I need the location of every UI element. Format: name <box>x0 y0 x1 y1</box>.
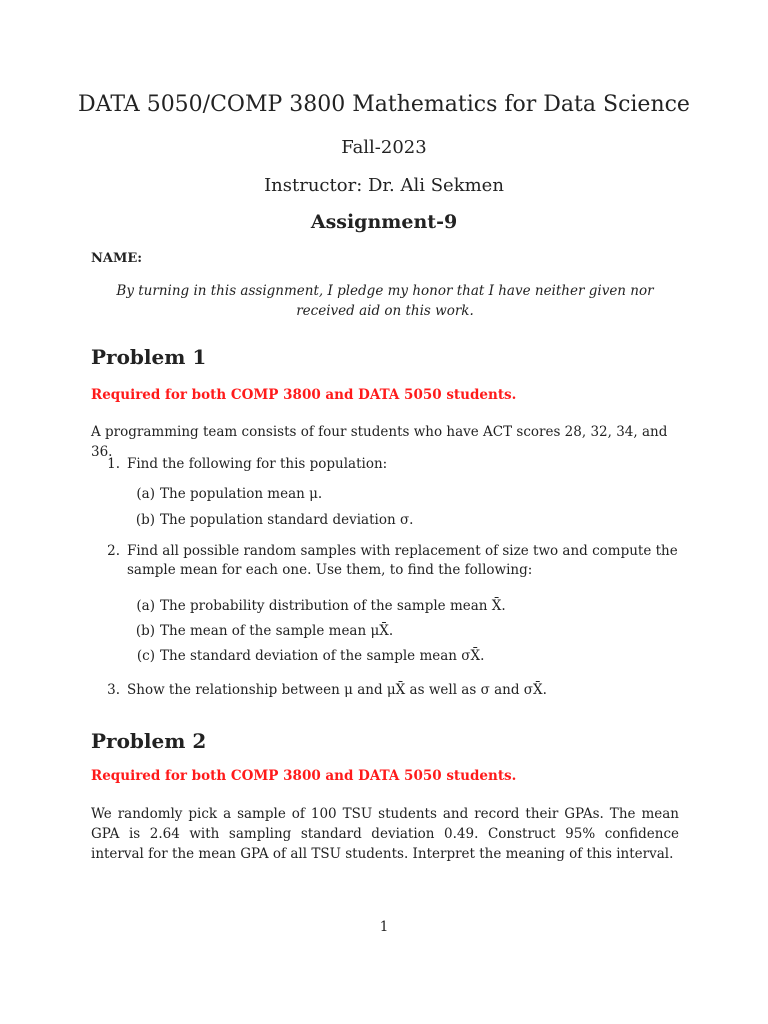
subitem-text: The mean of the sample mean μX̄. <box>160 623 394 639</box>
item-number: 1. <box>107 456 120 472</box>
problem-1-requirement: Required for both COMP 3800 and DATA 5050 students. <box>91 387 517 403</box>
honor-pledge: By turning in this assignment, I pledge my honor that I have neither given nor received aid on this work. <box>116 283 654 319</box>
term: Fall-2023 <box>341 137 427 158</box>
subitem-text: The population standard deviation σ. <box>160 512 414 528</box>
subitem-label: (b) <box>135 623 155 639</box>
subitem-text: The standard deviation of the sample mean σX̄. <box>160 648 485 664</box>
problem-1-heading: Problem 1 <box>91 345 207 369</box>
subitem-label: (a) <box>136 598 155 614</box>
item-text: Find all possible random samples with replacement of size two and compute the sample mean for each one. Use them, to find the following: <box>127 543 678 578</box>
subitem-label: (b) <box>135 512 155 528</box>
name-label: NAME: <box>91 251 143 266</box>
item-number: 3. <box>107 682 120 698</box>
assignment-title: Assignment-9 <box>310 211 458 233</box>
page-number: 1 <box>379 919 389 935</box>
problem-2-text: We randomly pick a sample of 100 TSU students and record their GPAs. The mean GPA is 2.64 with sampling standard deviation 0.49. Construct 95% confidence interval for the mean GPA of all TSU students. Interpret the meaning of this interval. <box>91 806 679 862</box>
item-number: 2. <box>107 543 120 559</box>
subitem-text: The population mean μ. <box>160 486 323 502</box>
item-text: Find the following for this population: <box>127 456 388 472</box>
item-text: Show the relationship between μ and μX̄ as well as σ and σX̄. <box>127 682 547 698</box>
instructor: Instructor: Dr. Ali Sekmen <box>264 175 504 196</box>
subitem-label: (c) <box>136 648 155 664</box>
problem-1-intro: A programming team consists of four students who have ACT scores 28, 32, 34, and 36. <box>91 424 668 460</box>
problem-2-heading: Problem 2 <box>91 729 207 753</box>
subitem-text: The probability distribution of the sample mean X̄. <box>160 598 506 614</box>
subitem-label: (a) <box>136 486 155 502</box>
course-title: DATA 5050/COMP 3800 Mathematics for Data Science <box>78 92 690 117</box>
problem-2-requirement: Required for both COMP 3800 and DATA 5050 students. <box>91 768 517 784</box>
